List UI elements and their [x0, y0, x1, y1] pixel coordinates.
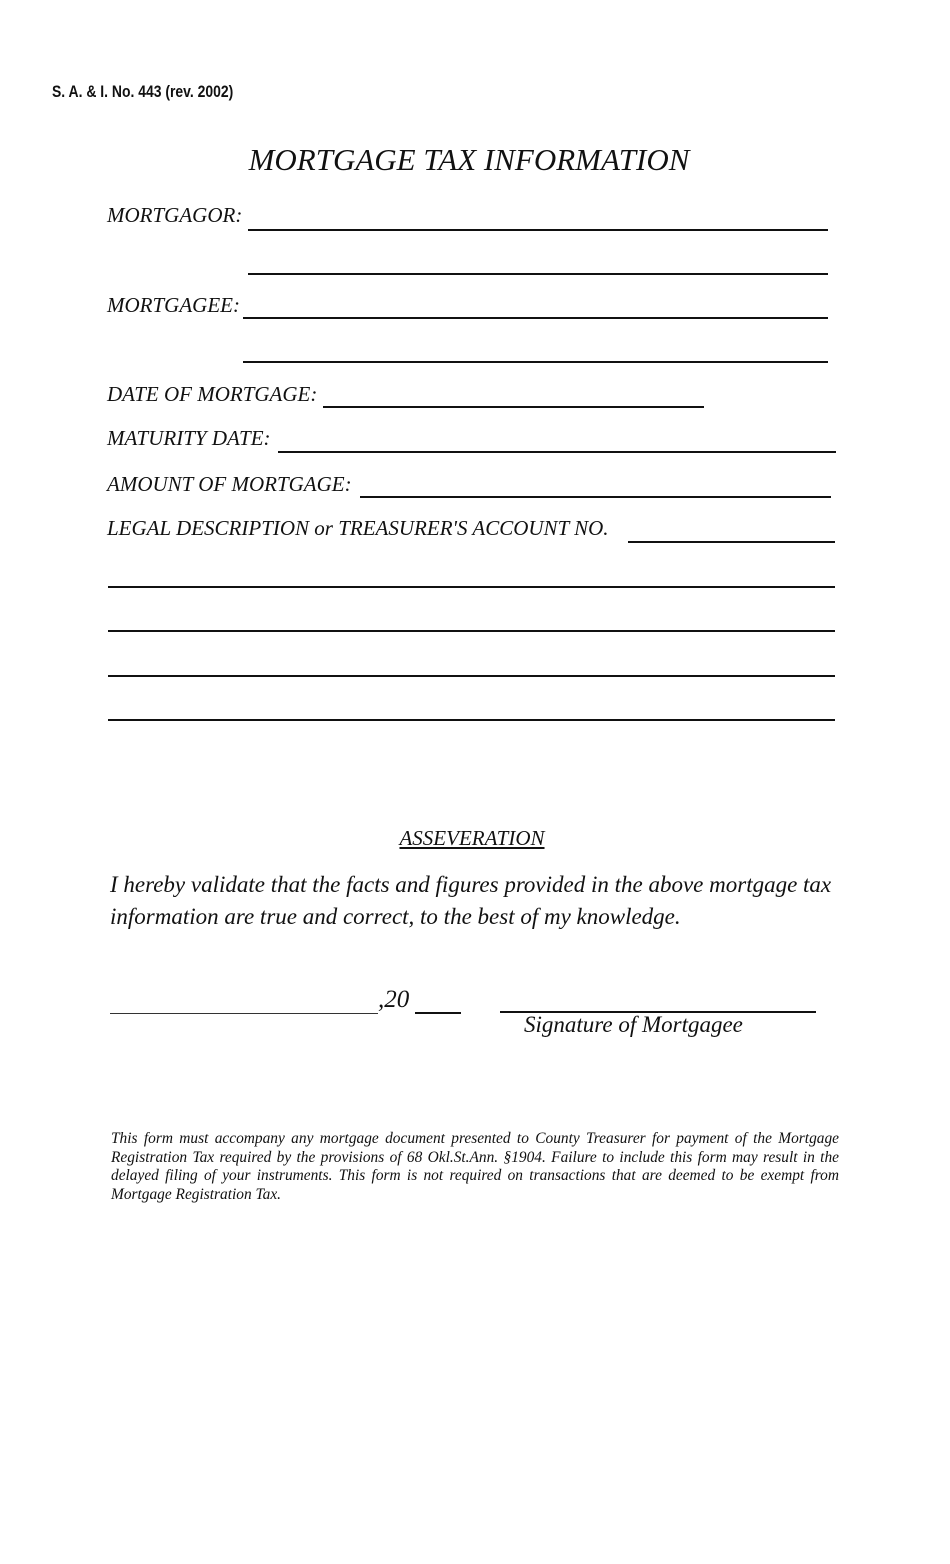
- asseveration-heading: ASSEVERATION: [399, 826, 545, 850]
- legal-description-line-0[interactable]: [628, 541, 835, 543]
- amount-of-mortgage-label: AMOUNT OF MORTGAGE:: [107, 472, 352, 496]
- filing-notice: This form must accompany any mortgage document presented to County Treasurer for payment of the Mortgage Registration Tax required by the provisions of 68 Okl.St.Ann. §1904. Failure to include this form may result in the delayed filing of your instruments. This form is not required on transactions that are deemed to be exempt from Mortgage Registration Tax.: [111, 1130, 839, 1203]
- legal-description-label: LEGAL DESCRIPTION or TREASURER'S ACCOUNT NO.: [107, 516, 609, 540]
- page-title: MORTGAGE TAX INFORMATION: [248, 142, 690, 177]
- amount-of-mortgage-line[interactable]: [360, 496, 831, 498]
- mortgagor-line-1[interactable]: [248, 229, 828, 231]
- legal-description-line-2[interactable]: [108, 630, 835, 632]
- date-of-mortgage-label: DATE OF MORTGAGE:: [107, 382, 318, 406]
- signing-year-prefix: ,20: [378, 986, 410, 1013]
- signing-date-line[interactable]: [110, 1013, 378, 1014]
- mortgagor-line-2[interactable]: [248, 273, 828, 275]
- asseveration-statement: I hereby validate that the facts and figures provided in the above mortgage tax information are true and correct, to the best of my knowledge.: [110, 872, 832, 929]
- date-of-mortgage-line[interactable]: [323, 406, 704, 408]
- maturity-date-line[interactable]: [278, 451, 836, 453]
- signature-caption: Signature of Mortgagee: [524, 1012, 743, 1037]
- legal-description-line-1[interactable]: [108, 586, 835, 588]
- mortgagee-line-1[interactable]: [243, 317, 828, 319]
- mortgagee-label: MORTGAGEE:: [107, 293, 240, 317]
- legal-description-line-3[interactable]: [108, 675, 835, 677]
- legal-description-line-4[interactable]: [108, 719, 835, 721]
- signing-year-line[interactable]: [415, 1012, 461, 1014]
- mortgagor-label: MORTGAGOR:: [107, 203, 243, 227]
- mortgagee-line-2[interactable]: [243, 361, 828, 363]
- maturity-date-label: MATURITY DATE:: [107, 426, 271, 450]
- form-number: S. A. & I. No. 443 (rev. 2002): [52, 82, 234, 101]
